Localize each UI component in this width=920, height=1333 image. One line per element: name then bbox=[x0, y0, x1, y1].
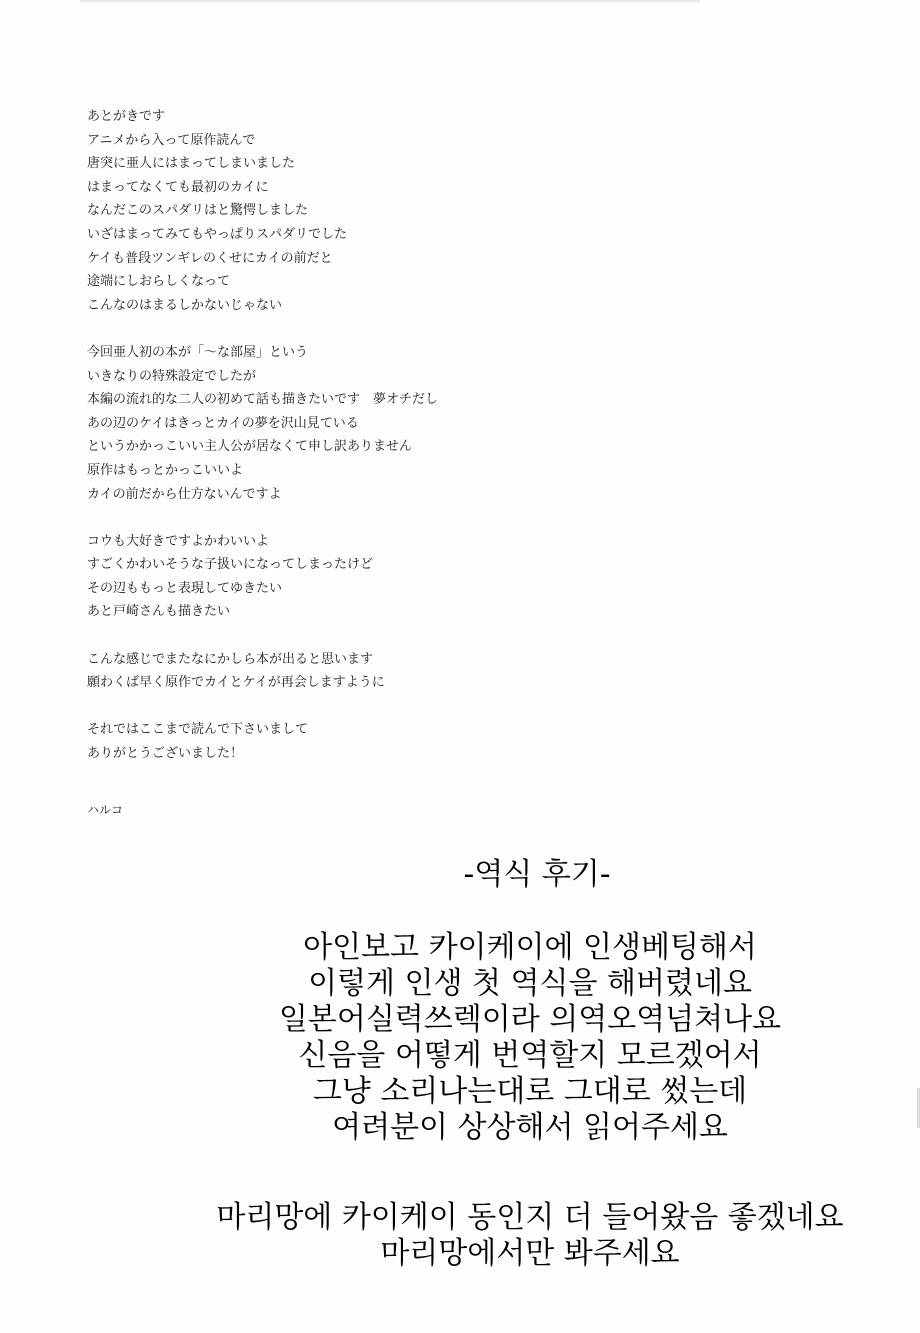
afterword-paragraph-3 bbox=[87, 530, 527, 624]
afterword-line: すごくかわいそうな子扱いになってしまったけど bbox=[87, 557, 374, 573]
translator-line: 그냥 소리나는대로 그대로 썼는데 bbox=[312, 1074, 748, 1109]
afterword-line: 原作はもっとかっこいいよ bbox=[87, 462, 244, 478]
afterword-line: あとがきです bbox=[87, 109, 166, 124]
translator-line: 마리망에 카이케이 동인지 더 들어왔음 좋겠네요 bbox=[216, 1200, 844, 1235]
afterword-line: それではここまで読んで下さいまして bbox=[87, 722, 309, 738]
afterword-line: こんなのはまるしかないじゃない bbox=[87, 297, 283, 313]
afterword-line: 途端にしおらしくなって bbox=[87, 274, 231, 290]
afterword-line: あと戸崎さんも描きたい bbox=[87, 604, 231, 620]
translator-line: 신음을 어떻게 번역할지 모르겠어서 bbox=[298, 1038, 762, 1073]
translator-line: 일본어실력쓰렉이라 의역오역넘쳐나요 bbox=[278, 1002, 782, 1037]
translator-line: 이렇게 인생 첫 역식을 해버렸네요 bbox=[308, 966, 752, 1001]
afterword-line: あの辺のケイはきっとカイの夢を沢山見ている bbox=[87, 415, 359, 431]
afterword-line: コウも大好きですよかわいいよ bbox=[87, 533, 270, 549]
afterword-paragraph-4 bbox=[87, 648, 527, 695]
afterword-paragraph-1 bbox=[87, 105, 527, 317]
author-signature: ハルコ bbox=[87, 803, 124, 817]
translator-note-title: -역식 후기- bbox=[463, 857, 611, 892]
afterword-line: なんだこのスパダリはと驚愕しました bbox=[87, 203, 309, 219]
afterword-line: というかかっこいい主人公が居なくて申し訳ありません bbox=[87, 439, 413, 455]
afterword-line: こんな感じでまたなにかしら本が出ると思います bbox=[87, 651, 374, 667]
translator-line: 아인보고 카이케이에 인생베팅해서 bbox=[303, 930, 757, 965]
scan-edge-top bbox=[80, 0, 700, 4]
afterword-line: アニメから入って原作読んで bbox=[87, 132, 256, 148]
afterword-line: 今回亜人初の本が「〜な部屋」という bbox=[87, 344, 309, 360]
afterword-line: 本編の流れ的な二人の初めて話も描きたいです 夢オチだし bbox=[87, 392, 439, 408]
afterword-paragraph-5 bbox=[87, 718, 527, 765]
afterword-line: 願わくば早く原作でカイとケイが再会しますように bbox=[87, 675, 385, 691]
afterword-text bbox=[87, 105, 527, 789]
afterword-line: 唐突に亜人にはまってしまいました bbox=[87, 156, 296, 172]
afterword-line: ケイも普段ツンギレのくせにカイの前だと bbox=[87, 250, 333, 266]
afterword-line: いきなりの特殊設定でしたが bbox=[87, 368, 257, 384]
translator-line: 마리망에서만 봐주세요 bbox=[380, 1236, 680, 1271]
translator-note-block-1 bbox=[180, 930, 880, 1146]
afterword-line: ありがとうございました！ bbox=[87, 746, 244, 762]
translator-line: 여려분이 상상해서 읽어주세요 bbox=[332, 1110, 728, 1145]
afterword-paragraph-2 bbox=[87, 341, 527, 506]
translator-note-block-2 bbox=[180, 1200, 880, 1272]
afterword-line: はまってなくても最初のカイに bbox=[87, 179, 269, 195]
afterword-line: いざはまってみてもやっぱりスパダリでした bbox=[87, 226, 348, 242]
afterword-line: カイの前だから仕方ないんですよ bbox=[87, 486, 282, 502]
afterword-line: その辺ももっと表現してゆきたい bbox=[87, 580, 283, 596]
